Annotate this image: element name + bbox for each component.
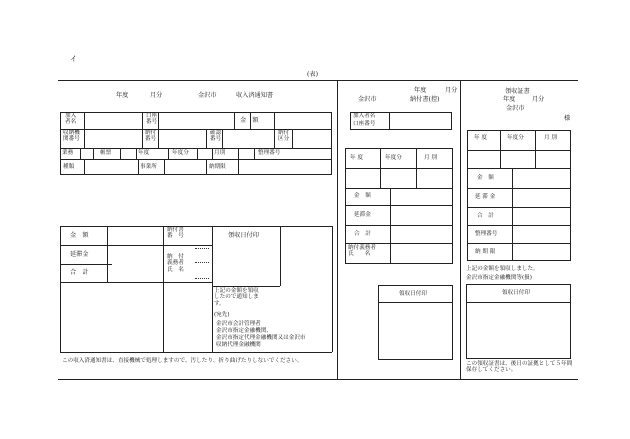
receipt-total-label: 合 計 <box>477 213 494 219</box>
payslip-no-label: 納付書 番 号 <box>167 227 184 240</box>
receipt-due-label: 納 期 限 <box>475 249 496 255</box>
confirm-no-label: 確認 番号 <box>210 130 222 143</box>
receipt-month: 月分 <box>532 96 545 103</box>
subscriber-label: 加入 者名 <box>65 113 77 126</box>
copy-year-part-label: 年度分 <box>385 155 402 161</box>
kind-label: 種類 <box>63 164 75 170</box>
receipt-honorific: 様 <box>564 115 571 122</box>
copy-account-label: 口座番号 <box>353 121 376 127</box>
receipt-title: 領収証書 <box>505 88 530 95</box>
copy-fiscal-year-label: 年 度 <box>350 155 363 161</box>
copy-month: 月分 <box>445 87 458 94</box>
account-label: 口座 番号 <box>146 113 158 126</box>
addressee-line-1: 金沢市会計管理者 <box>216 321 261 327</box>
copy-total-label: 合 計 <box>354 231 371 237</box>
copy-year: 年度 <box>414 87 427 94</box>
receipt-notice-text: 上記の金額を領収 したので通知しま す。 <box>214 288 259 307</box>
left-footnote: この収入済通知書は、直接機械で処理しますので、汚したり、折り曲げたりしないでください。 <box>62 358 303 364</box>
addressee-label: (宛先) <box>214 312 230 318</box>
copy-city: 金沢市 <box>358 96 377 103</box>
fiscal-year-label: 年度 <box>138 150 150 156</box>
receipt-delay-label: 延 滞 金 <box>475 194 496 200</box>
receipt-arrangement-no-label: 整理番号 <box>475 231 498 237</box>
receipt-received-text: 上記の金額を領収しました。 <box>466 266 539 272</box>
receipt-city: 金沢市 <box>506 105 525 112</box>
ledger-label: 帳票 <box>100 150 112 156</box>
amount-label: 金 額 <box>240 117 259 124</box>
due-label: 納期限 <box>209 164 226 170</box>
receipt-bank-text: 金沢市指定金融機関等(扱) <box>466 275 532 281</box>
business-label: 業務 <box>62 150 74 156</box>
header-city: 金沢市 <box>198 92 217 99</box>
copy-title: 納付書(控) <box>410 96 440 103</box>
copy-amount-label: 金 額 <box>354 193 371 199</box>
receipt-year-part-label: 年度分 <box>507 135 524 141</box>
frame-top <box>58 80 578 81</box>
receipt-month-part-label: 月 別 <box>544 135 557 141</box>
collection-no-label: 収納機 関番号 <box>63 130 80 143</box>
copy-subscriber-label: 加入者名 <box>353 113 376 119</box>
divider-left-middle <box>337 80 338 380</box>
copy-month-part-label: 月 別 <box>424 155 437 161</box>
receipt-fiscal-year-label: 年 度 <box>474 135 487 141</box>
receipt-amount-label: 金 額 <box>477 175 494 181</box>
side-label: (表) <box>307 71 319 78</box>
form-marker: イ <box>70 55 77 63</box>
copy-delay-label: 延滞金 <box>354 212 371 218</box>
receipt-stamp-label: 領収日付印 <box>502 290 530 296</box>
copy-stamp-label: 領収日付印 <box>399 291 427 297</box>
lower-amount-label: 金 額 <box>70 232 89 239</box>
header-month: 月分 <box>150 92 163 99</box>
header-year: 年度 <box>116 92 129 99</box>
frame-bottom <box>58 379 578 380</box>
addressee-line-4: 収納代理金融機関 <box>216 342 261 348</box>
addressee-line-2: 金沢市指定金融機関、 <box>216 328 272 334</box>
lower-total-label: 合 計 <box>70 269 89 276</box>
lower-block-top <box>60 226 332 227</box>
receipt-stamp-label: 領収日付印 <box>228 232 259 239</box>
year-part-label: 年度分 <box>172 150 189 156</box>
lower-delay-label: 延滞金 <box>70 251 89 258</box>
divider-middle-right <box>460 80 461 380</box>
header-title: 収入済通知書 <box>236 92 274 99</box>
payment-class-label: 納付 区分 <box>278 130 290 143</box>
addressee-line-3: 金沢市指定代理金融機関又は金沢市 <box>216 335 306 341</box>
arrangement-no-label: 整理番号 <box>258 150 281 156</box>
month-part-label: 月別 <box>214 150 226 156</box>
receipt-year: 年度 <box>503 96 516 103</box>
receipt-footnote: この領収証書は、後日の証拠として５年間保存してください。 <box>466 361 573 374</box>
payer-name-label: 納 付 義務者 氏 名 <box>167 254 184 273</box>
payment-no-label: 納付 番号 <box>145 130 157 143</box>
office-label: 事業所 <box>140 164 157 170</box>
copy-payer-label: 納付義務者 氏 名 <box>348 245 376 258</box>
